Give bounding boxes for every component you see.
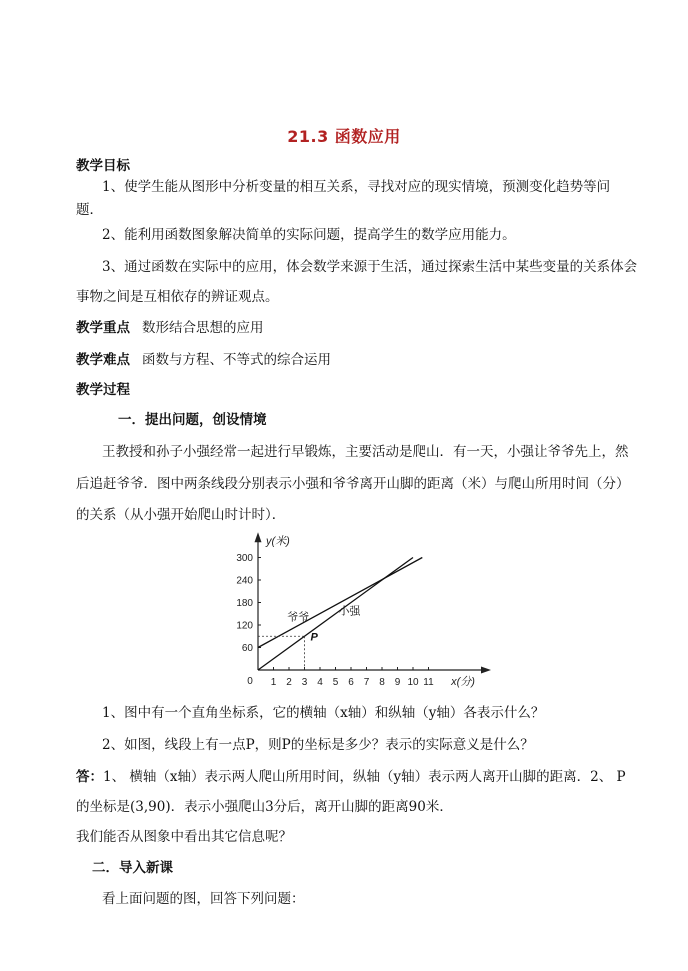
x-tick-label: 10	[407, 677, 419, 688]
answer-line-1	[76, 767, 646, 787]
key-point-text: 数形结合思想的应用	[142, 320, 264, 336]
page-title: 21.3 函数应用	[287, 127, 401, 146]
section-1-para-line-1: 王教授和孙子小强经常一起进行早锻炼，主要活动是爬山．有一天，小强让爷爷先上，然	[102, 444, 629, 460]
x-axis-arrow	[481, 667, 491, 674]
x-tick-label: 4	[317, 677, 323, 688]
x-tick-label: 6	[348, 677, 354, 688]
section-1-heading: 一．提出问题，创设情境	[118, 412, 267, 428]
objective-3-line-2: 事物之间是互相依存的辨证观点。	[76, 289, 279, 305]
x-tick-label: 9	[394, 677, 401, 688]
x-tick-label: 8	[379, 677, 385, 688]
section-2-heading: 二．导入新课	[92, 860, 173, 876]
y-tick-label: 180	[236, 598, 253, 609]
objective-3-line-1: 3、通过函数在实际中的应用，体会数学来源于生活，通过探索生活中某些变量的关系体会	[102, 259, 638, 275]
objective-2: 2、能利用函数图象解决简单的实际问题，提高学生的数学应用能力。	[102, 227, 516, 243]
answer-line-2: 的坐标是(3,90)．表示小强爬山3分后，离开山脚的距离90米．	[76, 799, 453, 815]
series-label: 小强	[338, 605, 361, 618]
origin-label: 0	[247, 676, 253, 687]
closing-question: 我们能否从图象中看出其它信息呢？	[76, 829, 292, 845]
x-tick-label: 3	[301, 677, 308, 688]
x-tick-label: 7	[363, 677, 370, 688]
y-tick-label: 60	[241, 643, 253, 654]
objective-1-line-1: 1、使学生能从图形中分析变量的相互关系，寻找对应的现实情境，预测变化趋势等问	[102, 179, 611, 195]
series-line	[258, 558, 422, 648]
x-tick-label: 2	[286, 677, 292, 688]
y-axis-label: y(米)	[266, 535, 290, 548]
y-tick-label: 300	[236, 553, 253, 564]
series-line	[258, 558, 413, 671]
series-label: 爷爷	[287, 611, 310, 624]
y-tick-label: 120	[236, 620, 253, 632]
section-1-para-line-2: 后追赶爷爷．图中两条线段分别表示小强和爷爷离开山脚的距离（米）与爬山所用时间（分）	[76, 476, 630, 492]
objectives-heading: 教学目标	[76, 158, 130, 174]
difficult-point-label: 教学难点	[76, 352, 130, 368]
x-axis-label: x(分)	[451, 676, 475, 688]
section-1-para-line-3: 的关系（从小强开始爬山时计时）．	[76, 507, 286, 523]
objective-1-line-2: 题．	[76, 202, 103, 218]
x-tick-label: 1	[270, 677, 277, 688]
x-tick-label: 5	[332, 677, 339, 688]
difficult-point-text: 函数与方程、不等式的综合运用	[142, 352, 331, 368]
question-2: 2、如图，线段上有一点P，则P的坐标是多少？表示的实际意义是什么？	[102, 737, 534, 753]
process-heading: 教学过程	[76, 382, 130, 398]
point-p-label: P	[310, 631, 318, 644]
y-axis-arrow	[255, 532, 262, 542]
section-2-text: 看上面问题的图，回答下列问题：	[102, 891, 305, 907]
key-point-label: 教学重点	[76, 320, 130, 336]
question-1: 1、图中有一个直角坐标系，它的横轴（x轴）和纵轴（y轴）各表示什么？	[102, 705, 545, 721]
y-tick-label: 240	[236, 575, 253, 587]
answer-label: 答：	[76, 769, 103, 785]
x-tick-label: 11	[423, 677, 434, 688]
answer-text-1: 1、 横轴（x轴）表示两人爬山所用时间，纵轴（y轴）表示两人离开山脚的距离．2、 P	[103, 769, 626, 785]
